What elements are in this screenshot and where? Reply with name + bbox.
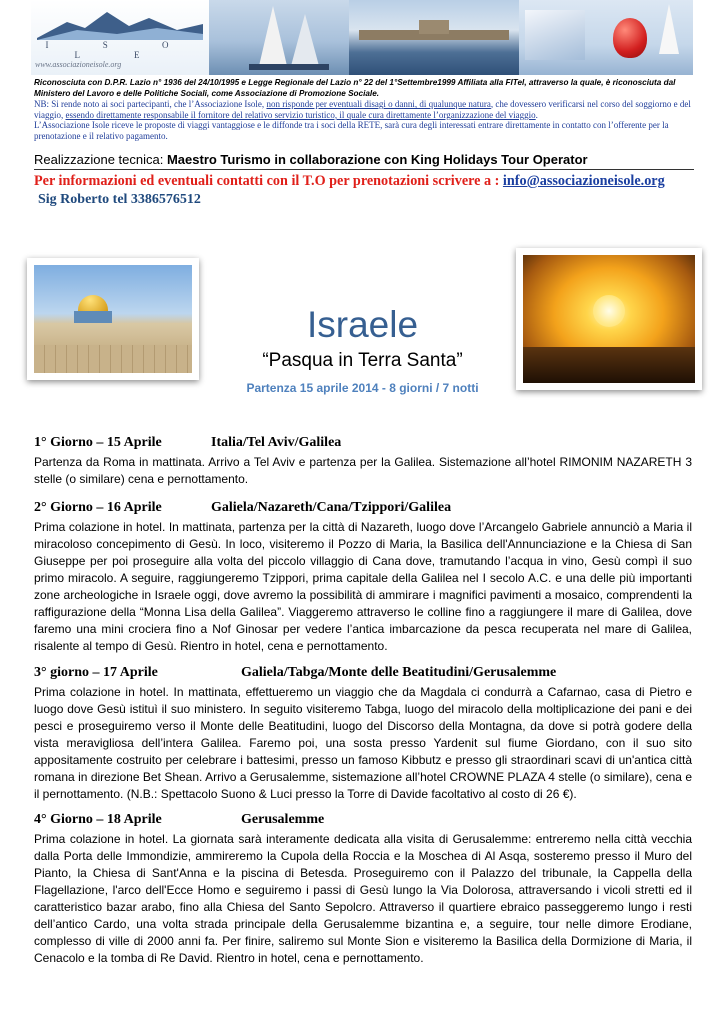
day-section-4 — [34, 812, 692, 967]
nb-underline-1: non risponde per eventuali disagi o danni, di qualunque natura — [266, 99, 491, 110]
mountains-icon — [37, 8, 203, 40]
contact-phone: Sig Roberto tel 3386576512 — [38, 192, 201, 207]
day-heading — [34, 435, 692, 451]
contact-email-link[interactable]: info@associazioneisole.org — [502, 173, 665, 189]
day-description: Prima colazione in hotel. La giornata sarà interamente dedicata alla visita di Gerusalemme: entreremo nella città vecchia dalla Porta delle Immondizie, ammireremo la Cupola della Roccia e la Moschea di Al Asqa, sosteremo presso il Muro del Pianto, la Chiesa di Sant'Anna e la piscina di Betesda. Proseguiremo con il Palazzo del tribunale, la Cappella della Flagellazione, l'arco dell'Ecce Homo e seguiremo i passi di Gesù lungo la Via Dolorosa, attraversando i vicoli stretti ed il caratteristico bazar arabo, fino alla Chiesa del Santo Sepolcro. Attraverso il quartiere ebraico passeggeremo lungo i resti dell’antico Cardo, una volta strada principale della Gerusalemme bizantina e, a seguire, tour nelle dimore Erodiane, complesso di ville di 2000 anni fa. Per finire, saliremo sul Monte Sion e visiteremo la Basilica della Dormizione di Maria, il Cenacolo e la tomba di Re David. Rientro in hotel, cena e pernottamento. — [34, 832, 692, 965]
day-route: Italia/Tel Aviv/Galilea — [211, 435, 342, 450]
technical-realization — [34, 152, 694, 170]
day-route: Galiela/Nazareth/Cana/Tzippori/Galilea — [211, 500, 452, 515]
departure-info: Partenza 15 aprile 2014 - 8 giorni / 7 notti — [246, 381, 479, 395]
nb-prefix: NB: Si rende noto ai soci partecipanti, che l’Associazione Isole, — [34, 99, 267, 110]
day-description: Partenza da Roma in mattinata. Arrivo a Tel Aviv e partenza per la Galilea. Sistemazione all’hotel RIMONIM NAZARETH 3 stelle (o similare) cena e pernottamento. — [34, 455, 692, 486]
day-label: 2° Giorno – 16 Aprile — [34, 500, 162, 515]
day-section-2 — [34, 500, 692, 655]
day-route: Gerusalemme — [241, 812, 325, 827]
day-section-3 — [34, 665, 692, 803]
banner-photo-balloon — [519, 0, 693, 75]
contact-text: Per informazioni ed eventuali contatti con il T.O per prenotazioni scrivere a : — [34, 173, 503, 189]
page-title: Israele — [306, 304, 419, 345]
nb-notice — [34, 99, 694, 120]
balloon-icon — [613, 18, 647, 58]
header-banner — [31, 0, 693, 75]
logo-text: I S O L E — [45, 40, 195, 60]
day-label: 3° giorno – 17 Aprile — [34, 665, 158, 680]
day-heading — [34, 812, 692, 828]
day-description: Prima colazione in hotel. In mattinata, effettueremo un viaggio che da Magdala ci condurrà a Cafarnao, casa di Pietro e luogo dove Gesù istituì il suo ministero. In seguito visiteremo Tabga, luogo del miracolo della moltiplicazione dei pani e dei pesci e proseguiremo verso il Monte delle Beatitudini, luogo del Discorso della Montagna, da dove si potrà godere della vista meravigliosa dell’intera Galilea. Faremo poi, una sosta presso Yardenit sul fiume Giordano, con il suo sito appositamente costruito per celebrare i battesimi, presso un famoso Kibbutz e presso gli straordinari scavi di un'antica città romana in direzione Bet Shean. Arrivo a Gerusalemme, sistemazione all’hotel CROWNE PLAZA 4 stelle (o similare), cena e il pernottamento. (N.B.: Spettacolo Suono & Luci presso la Torre di Davide facoltativo al costo di 26 €). — [34, 685, 692, 801]
legal-italic: Riconosciuta con D.P.R. Lazio n° 1936 del 24/10/1995 e Legge Regionale del Lazio n° 22 del 1°Settembre1999 Affiliata alla FITel, attraverso la quale, è riconosciuta dal Ministero del Lavoro e delle Politiche Sociali, come Associazione di Promozione Sociale. — [34, 78, 676, 98]
nb-mid: , che dovessero verificarsi nel corso del soggiorno e del viaggio, — [34, 99, 691, 120]
day-description: Prima colazione in hotel. In mattinata, partenza per la città di Nazareth, luogo dove l’Arcangelo Gabriele annunciò a Maria il miracoloso concepimento di Gesù. In loco, visiteremo il Pozzo di Maria, la Basilica dell'Annunciazione e la Chiesa di San Giuseppe per poi proseguire alla volta del piccolo villaggio di Cana dove, tramutando l’acqua in vino, Gesù compì il suo primo miracolo. A seguire, raggiungeremo Tzippori, prima capitale della Galilea nel I secolo A.C. e una delle più importanti zone archeologiche in Israele oggi, dove avremo la possibilità di ammirare i magnifici pavimenti a mosaico, comprendenti la raffigurazione della “Monna Lisa della Galilea”. Viaggeremo attraverso le colline fino a raggiungere il mare di Galilea, dove faremo una mini crociera fino a Nof Ginosar per vedere l’antica imbarcazione da pesca recuperata nel mare di Galilea, risalente al tempo di Gesù. Rientro in hotel, cena e pernottamento. — [34, 520, 692, 653]
banner-photo-sailing — [209, 0, 349, 75]
tech-label: Realizzazione tecnica: — [34, 152, 164, 167]
day-heading — [34, 500, 692, 516]
nb-line-2: L’Associazione Isole riceve le proposte di viaggi vantaggiose e le diffonde tra i soci della RETE, sarà cura degli interessati entrare direttamente in contatto con l’offerente per la prenotazione e il relativo pagamento. — [34, 120, 669, 141]
contact-info — [34, 173, 704, 190]
logo-url: www.associazioneisole.org — [35, 60, 122, 69]
day-label: 4° Giorno – 18 Aprile — [34, 812, 162, 827]
day-label: 1° Giorno – 15 Aprile — [34, 435, 162, 450]
day-section-1 — [34, 435, 692, 488]
nb-underline-2: essendo direttamente responsabile il fornitore del relativo servizio turistico, il quale cura direttamente l’organizzazione del viaggio — [65, 109, 536, 120]
nb-end: . — [535, 109, 538, 120]
day-route: Galiela/Tabga/Monte delle Beatitudini/Gerusalemme — [241, 665, 557, 680]
day-heading — [34, 665, 692, 681]
association-logo — [31, 0, 209, 75]
legal-notice — [34, 78, 694, 142]
tech-text: Maestro Turismo in collaborazione con King Holidays Tour Operator — [163, 152, 588, 167]
banner-photo-coast — [349, 0, 519, 75]
page-subtitle: “Pasqua in Terra Santa” — [262, 350, 463, 371]
